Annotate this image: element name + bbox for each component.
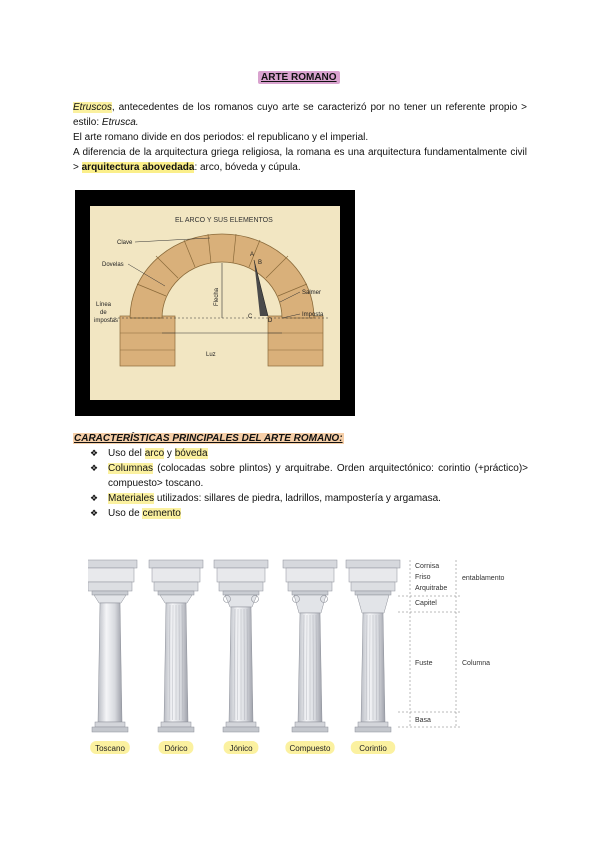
- b4-pre: Uso de: [108, 508, 143, 519]
- column-jónico: [214, 560, 268, 732]
- label-fuste: Fuste: [415, 660, 433, 667]
- arch-diagram: [90, 206, 340, 400]
- bullet-diamond-icon: ❖: [90, 493, 99, 503]
- label-imposta: Imposta: [302, 312, 324, 318]
- label-d: D: [268, 318, 273, 324]
- intro-paragraph-3: [73, 145, 527, 175]
- abovedada-highlight: arquitectura abovedada: [81, 162, 195, 173]
- b3-text: utilizados: sillares de piedra, ladrillos, mampostería y argamasa.: [154, 493, 441, 504]
- label-arquitrabe: Arquitrabe: [415, 585, 448, 592]
- label-linea: Línea: [96, 302, 112, 308]
- label-clave: Clave: [117, 240, 133, 246]
- etruscos-highlight: Etruscos: [73, 102, 112, 113]
- column-label-jónico: Jónico: [229, 744, 253, 753]
- characteristics-list: [90, 446, 528, 521]
- column-orders: [88, 560, 400, 732]
- bullet-diamond-icon: ❖: [90, 463, 99, 473]
- column-corintio: [346, 560, 400, 732]
- intro-paragraph-1: [73, 100, 527, 130]
- b1-mid: y: [164, 448, 175, 459]
- list-item: [90, 446, 528, 461]
- label-impostas: impostas: [94, 318, 119, 324]
- intro-text: [73, 100, 527, 175]
- materiales-highlight: Materiales: [108, 493, 155, 504]
- boveda-highlight: bóveda: [174, 448, 208, 459]
- b1-pre: Uso del: [108, 448, 145, 459]
- column-label-corintio: Corintio: [359, 744, 387, 753]
- column-compuesto: [283, 560, 337, 732]
- label-capitel: Capitel: [415, 600, 437, 607]
- list-item: [90, 461, 528, 491]
- label-salmer: Salmer: [302, 290, 322, 296]
- label-basa: Basa: [415, 717, 431, 724]
- bullet-diamond-icon: ❖: [90, 448, 99, 458]
- label-luz: Luz: [206, 352, 216, 358]
- column-label-compuesto: Compuesto: [289, 744, 331, 753]
- label-cornisa: Cornisa: [415, 563, 440, 570]
- label-friso: Friso: [415, 574, 431, 581]
- label-columna: Columna: [462, 660, 491, 667]
- label-a: A: [250, 252, 255, 258]
- columnas-highlight: Columnas: [108, 463, 154, 474]
- cemento-highlight: cemento: [142, 508, 181, 519]
- list-item: [90, 491, 528, 506]
- section-title: CARACTERÍSTICAS PRINCIPALES DEL ARTE ROMANO:: [74, 433, 343, 444]
- etrusca-italic: Etrusca.: [101, 117, 139, 128]
- list-item: [90, 506, 528, 521]
- column-label-dórico: Dórico: [164, 744, 188, 753]
- label-b: B: [258, 260, 263, 266]
- intro-p3-text: A diferencia de la arquitectura griega religiosa, la romana es una arquitectura fundamentalmente civil >: [73, 147, 527, 173]
- intro-paragraph-2: El arte romano divide en dos periodos: el republicano y el imperial.: [73, 132, 369, 143]
- bullet-diamond-icon: ❖: [90, 508, 99, 518]
- arco-highlight: arco: [144, 448, 165, 459]
- b2-text: (colocadas sobre plintos) y arquitrabe. Orden arquitectónico: corintio (+práctico)> compuesto> toscano.: [108, 463, 528, 489]
- column-toscano: [88, 560, 137, 732]
- label-entablamento: entablamento: [462, 575, 505, 582]
- column-dórico: [149, 560, 203, 732]
- page-title: ARTE ROMANO: [258, 71, 340, 84]
- columns-figure: [88, 552, 528, 767]
- intro-p3-tail: : arco, bóveda y cúpula.: [194, 162, 301, 173]
- arch-figure: [75, 190, 355, 416]
- column-label-toscano: Toscano: [95, 744, 125, 753]
- label-dovelas: Dovelas: [102, 262, 124, 268]
- column-order-labels: [90, 741, 395, 754]
- label-flecha: Flecha: [214, 287, 220, 306]
- column-part-labels: [415, 563, 505, 724]
- arch-figure-title: EL ARCO Y SUS ELEMENTOS: [175, 217, 273, 224]
- label-de: de: [100, 310, 107, 316]
- intro-p1-text: , antecedentes de los romanos cuyo arte se caracterizó por no tener un referente propio > estilo:: [73, 102, 527, 128]
- label-c: C: [248, 314, 253, 320]
